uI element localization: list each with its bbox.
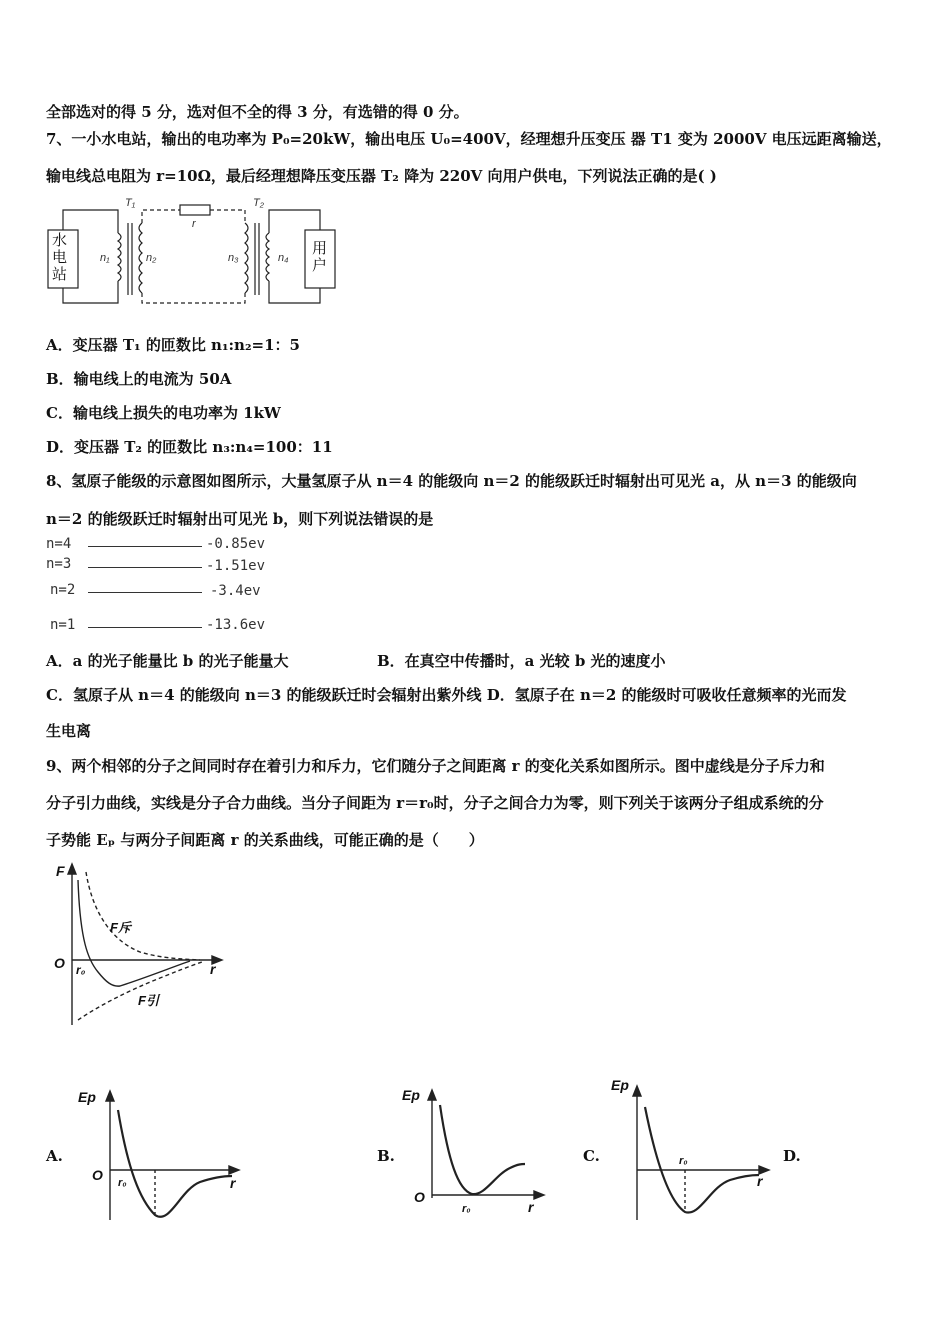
n1-label: n₁: [100, 252, 110, 264]
r-axis-label: r: [528, 1199, 534, 1215]
q8-option-d-cont: 生电离: [46, 722, 92, 740]
attraction-label: F引: [138, 993, 159, 1008]
level-line: [88, 627, 202, 628]
q8-option-cd: C．氢原子从 n＝4 的能级向 n＝3 的能级跃迁时会辐射出紫外线 D．氢原子在 n＝2 的能级时可吸收任意频率的光而发: [46, 686, 847, 704]
option-a-label: A.: [46, 1147, 63, 1165]
ep-graph-a: [70, 1080, 245, 1225]
n4-label: n₄: [278, 252, 289, 264]
r-label: r: [192, 218, 196, 230]
level-e4: -0.85ev: [206, 536, 266, 552]
hydro-station-label: 水电站: [52, 231, 68, 283]
level-line: [88, 546, 202, 547]
energy-level-diagram: [46, 536, 306, 636]
option-b-label: B.: [377, 1147, 395, 1165]
origin-label: O: [414, 1189, 425, 1205]
n3-label: n₃: [228, 252, 239, 264]
ep-graph-b: [400, 1080, 550, 1220]
option-c-label: C.: [583, 1147, 600, 1165]
q7-line1: 7、一小水电站，输出的电功率为 P₀=20kW，输出电压 U₀=400V，经理想升压变压 器 T1 变为 2000V 电压远距离输送，: [46, 130, 892, 148]
q8-line1: 8、氢原子能级的示意图如图所示，大量氢原子从 n＝4 的能级向 n＝2 的能级跃迁时辐射出可见光 a，从 n＝3 的能级向: [46, 472, 857, 490]
r-axis-label: r: [230, 1175, 236, 1191]
q9-line3: 子势能 Eₚ 与两分子间距离 r 的关系曲线，可能正确的是（ ）: [46, 831, 484, 849]
r-axis-label: r: [757, 1173, 763, 1189]
level-e3: -1.51ev: [206, 558, 266, 574]
origin-label: O: [92, 1167, 103, 1183]
q8-line2: n＝2 的能级跃迁时辐射出可见光 b，则下列说法错误的是: [46, 510, 434, 528]
r0-label: r₀: [76, 963, 86, 977]
molecular-force-graph: [50, 860, 230, 1030]
f-axis-label: F: [56, 863, 65, 879]
level-e2: -3.4ev: [210, 583, 261, 599]
level-e1: -13.6ev: [206, 617, 266, 633]
ep-axis-label: Ep: [78, 1089, 96, 1105]
level-n4: n=4: [46, 536, 72, 552]
q7-line2: 输电线总电阻为 r=10Ω，最后经理想降压变压器 T₂ 降为 220V 向用户供电，下列说法正确的是( ): [46, 167, 717, 185]
q9-line2: 分子引力曲线，实线是分子合力曲线。当分子间距为 r＝r₀时，分子之间合力为零，则下列关于该两分子组成系统的分: [46, 794, 824, 812]
r-axis-label: r: [210, 961, 216, 977]
n2-label: n₂: [146, 252, 157, 264]
t1-label: T₁: [125, 197, 136, 209]
level-n2: n=2: [50, 582, 76, 598]
user-label: 用户: [312, 239, 328, 274]
q9-line1: 9、两个相邻的分子之间同时存在着引力和斥力，它们随分子之间距离 r 的变化关系如图所示。图中虚线是分子斥力和: [46, 757, 825, 775]
q7-option-c: C．输电线上损失的电功率为 1kW: [46, 404, 281, 422]
level-line: [88, 592, 202, 593]
ep-graph-c: [605, 1072, 780, 1222]
option-d-label: D.: [783, 1147, 801, 1165]
ep-axis-label: Ep: [611, 1077, 629, 1093]
r0-label: r₀: [118, 1177, 127, 1189]
repulsion-label: F斥: [110, 920, 131, 935]
level-n3: n=3: [46, 556, 72, 572]
q7-transformer-diagram: [40, 195, 340, 315]
intro-text: 全部选对的得 5 分，选对但不全的得 3 分，有选错的得 0 分。: [46, 103, 469, 121]
ep-axis-label: Ep: [402, 1087, 420, 1103]
q7-option-d: D．变压器 T₂ 的匝数比 n₃:n₄=100：11: [46, 438, 333, 456]
r0-label: r₀: [462, 1203, 471, 1215]
level-n1: n=1: [50, 617, 76, 633]
level-line: [88, 567, 202, 568]
q8-option-a: A．a 的光子能量比 b 的光子能量大: [46, 652, 289, 670]
t2-label: T₂: [253, 197, 264, 209]
q7-option-a: A．变压器 T₁ 的匝数比 n₁:n₂=1：5: [46, 336, 300, 354]
origin-label: O: [54, 955, 65, 971]
q8-option-b: B．在真空中传播时，a 光较 b 光的速度小: [377, 652, 666, 670]
r0-label: r₀: [679, 1155, 688, 1167]
q7-option-b: B．输电线上的电流为 50A: [46, 370, 232, 388]
